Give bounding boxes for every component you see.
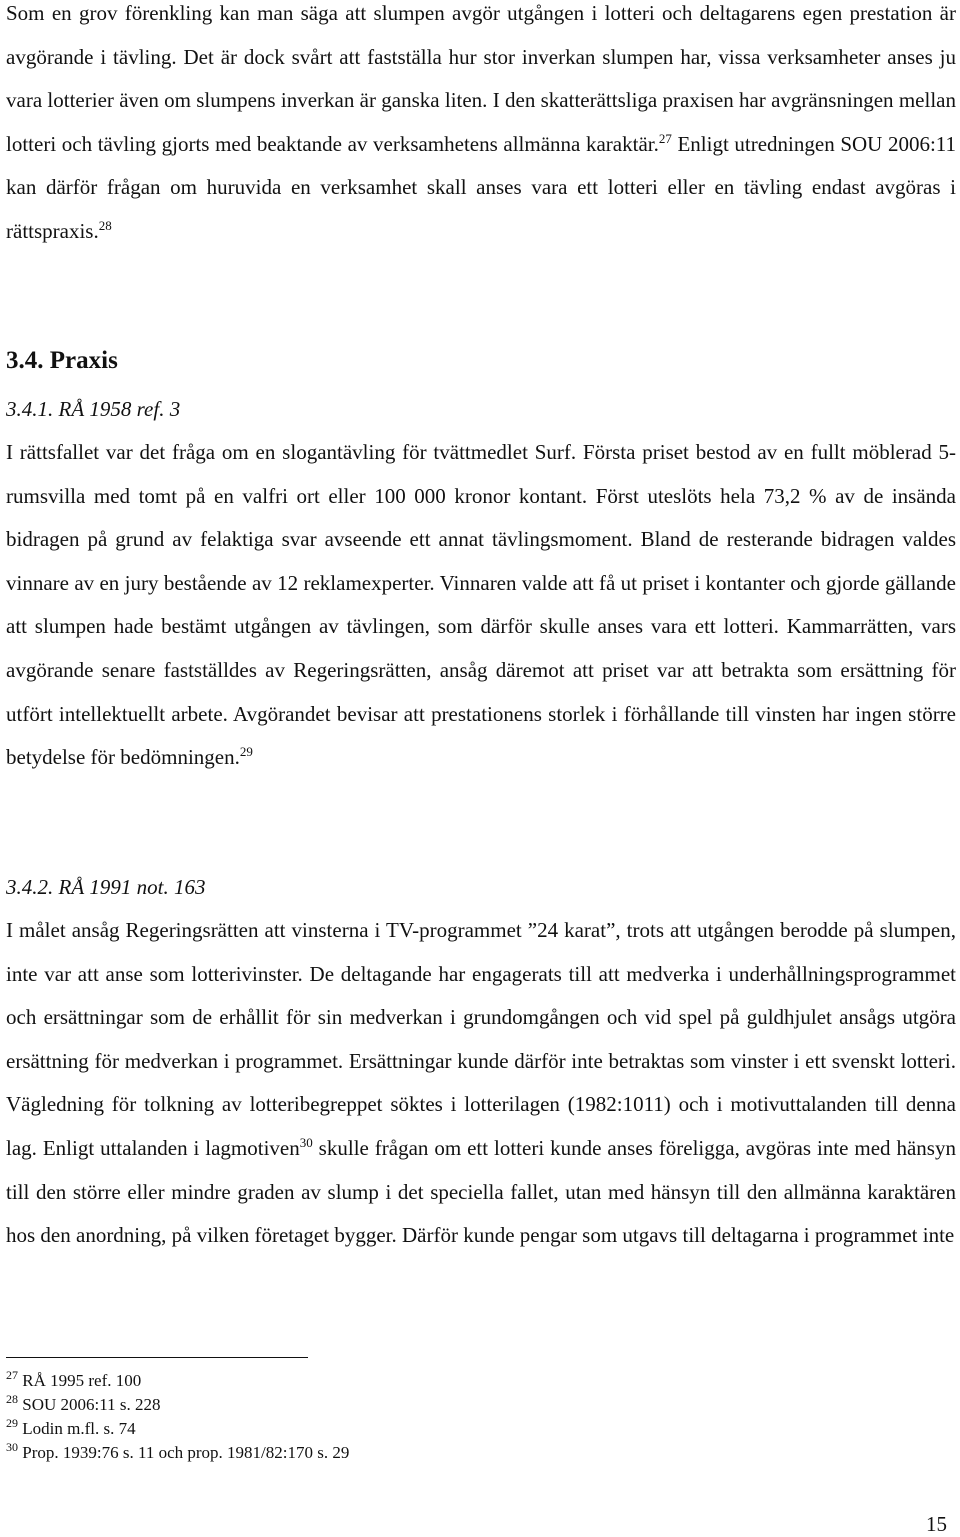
paragraph-text: skulle frågan om ett lotteri kunde anses föreligga, avgöras inte med hänsyn till den större eller mindre graden av slump i det speciella fallet, utan med hänsyn till den allmänna karaktären hos den anordning, på vilken företaget bygger. Därför kunde pengar som utgavs till deltagarna i programmet inte: [6, 1135, 956, 1248]
footnote-number: 27: [6, 1368, 18, 1382]
paragraph-text: Som en grov förenkling kan man säga att slumpen avgör utgången i lotteri och deltagarens egen prestation är avgörande i tävling. Det är dock svårt att fastställa hur stor inverkan slumpen har, vissa verksamheter anses ju vara lotterier även om slumpens inverkan är ganska liten. I den skatterättsliga praxisen har avgränsningen mellan lotteri och tävling gjorts med beaktande av verksamhetens allmänna karaktär.: [6, 1, 956, 156]
footnote-ref-28[interactable]: 28: [98, 217, 112, 233]
section-heading: 3.4. Praxis: [6, 347, 118, 374]
footnotes: [6, 1369, 606, 1465]
body-paragraph-case-2: [6, 909, 956, 1258]
footnote-number: 30: [6, 1440, 18, 1454]
footnote: [6, 1417, 606, 1441]
footnote-ref-27[interactable]: 27: [658, 130, 672, 146]
body-paragraph-case-1: [6, 431, 956, 780]
footnote-separator: [6, 1357, 308, 1358]
paragraph-text: I målet ansåg Regeringsrätten att vinsterna i TV-programmet ”24 karat”, trots att utgången berodde på slumpen, inte var att anse som lotterivinster. De deltagande har engagerats till att medverka i underhållningsprogrammet och ersättningar som de erhållit för sin medverkan i grundomgången och vid spel på guldhjulet ansågs utgöra ersättning för medverkan i programmet. Ersättningar kunde därför inte betraktas som vinster i ett svenskt lotteri. Vägledning för tolkning av lotteribegreppet söktes i lotterilagen (1982:1011) och i motivuttalanden till denna lag. Enligt uttalanden i lagmotiven: [6, 918, 956, 1160]
footnote: [6, 1393, 606, 1417]
paragraph-text: I rättsfallet var det fråga om en slogantävling för tvättmedlet Surf. Första priset bestod av en fullt möblerad 5-rumsvilla med tomt på en valfri ort eller 100 000 kronor kontant. Först uteslöts hela 73,2 % av de insända bidragen på grund av felaktiga svar avseende ett annat tävlingsmoment. Bland de resterande bidragen valdes vinnare av en jury bestående av 12 reklamexperter. Vinnaren valde att få ut priset i kontanter och gjorde gällande att slumpen hade bestämt utgången av tävlingen, som därför skulle anses vara ett lotteri. Kammarrätten, vars avgörande senare fastställdes av Regeringsrätten, ansåg däremot att priset var att betrakta som ersättning för utfört intellektuellt arbete. Avgörandet bevisar att prestationens storlek i förhållande till vinsten har ingen större betydelse för bedömningen.: [6, 440, 956, 770]
page-number: 15: [926, 1512, 947, 1536]
footnote-text: SOU 2006:11 s. 228: [22, 1395, 161, 1414]
footnote-ref-29[interactable]: 29: [239, 744, 253, 760]
body-paragraph-intro: [6, 0, 956, 254]
footnote-text: Lodin m.fl. s. 74: [22, 1419, 136, 1438]
footnote: [6, 1441, 606, 1465]
footnote-text: Prop. 1939:76 s. 11 och prop. 1981/82:170 s. 29: [22, 1443, 350, 1462]
subsection-heading-ra-1991: 3.4.2. RÅ 1991 not. 163: [6, 875, 206, 899]
footnote-number: 29: [6, 1416, 18, 1430]
subsection-heading-ra-1958: 3.4.1. RÅ 1958 ref. 3: [6, 397, 181, 421]
footnote-text: RÅ 1995 ref. 100: [22, 1371, 142, 1390]
footnote-ref-30[interactable]: 30: [299, 1134, 313, 1150]
paragraph-text: Enligt utredningen SOU 2006:11 kan därför frågan om huruvida en verksamhet skall anses vara ett lotteri eller en tävling endast avgöras i rättspraxis.: [6, 131, 957, 243]
footnote-number: 28: [6, 1392, 18, 1406]
footnote: [6, 1369, 606, 1393]
